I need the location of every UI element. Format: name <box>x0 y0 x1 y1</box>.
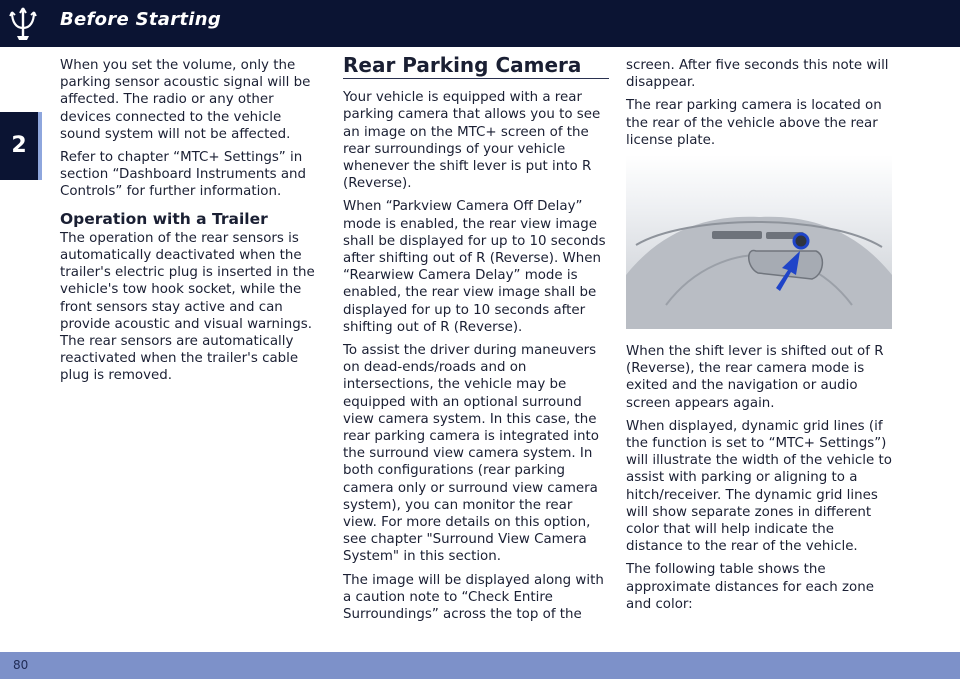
section-heading: Operation with a Trailer <box>60 209 268 228</box>
paragraph: When “Parkview Camera Off Delay” mode is enabled, the rear view image shall be displayed for up to 10 seconds after shifting out of R (Reverse). When “Rearwiew Camera Delay” mode is enabled, the rear view image shall be displayed for up to 10 seconds after shifting out of R (Reverse). <box>343 199 606 335</box>
column-3 <box>626 57 892 619</box>
section-title: Rear Parking Camera <box>343 57 609 79</box>
paragraph: Refer to chapter “MTC+ Settings” in section “Dashboard Instruments and Controls” for further information. <box>60 150 307 200</box>
page-header <box>0 0 960 47</box>
paragraph: When the shift lever is shifted out of R (Reverse), the rear camera mode is exited and the navigation or audio screen appears again. <box>626 344 884 411</box>
chapter-tab: 2 <box>0 112 42 180</box>
paragraph: When displayed, dynamic grid lines (if the function is set to “MTC+ Settings”) will illustrate the width of the vehicle to assist with parking or aligning to a hitch/receiver. The dynamic grid lines will show separate zones in different color that will help indicate the distance to the rear of the vehicle. <box>626 418 892 555</box>
paragraph: To assist the driver during maneuvers on dead-ends/roads and on intersections, the vehicle may be equipped with an optional surround view camera system. In this case, the rear parking camera is integrated into the surround view camera system. In both configurations (rear parking camera only or surround view camera system), you can monitor the rear view. For more details on this option, see chapter "Surround View Camera System" in this section. <box>343 343 599 565</box>
paragraph: The operation of the rear sensors is automatically deactivated when the trailer's electric plug is inserted in the vehicle's tow hook socket, while the front sensors stay active and can provide acoustic and visual warnings. The rear sensors are automatically reactivated when the trailer's cable plug is removed. <box>60 230 315 384</box>
column-1 <box>60 57 326 391</box>
column-2 <box>343 53 609 629</box>
paragraph: The rear parking camera is located on the rear of the vehicle above the rear license plate. <box>626 98 882 148</box>
page-footer <box>0 652 960 679</box>
page-number: 80 <box>13 658 29 672</box>
paragraph: The image will be displayed along with a caution note to “Check Entire Surroundings” across the top of the <box>343 572 604 623</box>
paragraph: The following table shows the approximate distances for each zone and color: <box>626 562 874 612</box>
paragraph: When you set the volume, only the parking sensor acoustic signal will be affected. The radio or any other devices connected to the vehicle sound system will not be affected. <box>60 58 311 142</box>
header-title: Before Starting <box>60 9 222 30</box>
trident-logo-icon <box>8 6 38 42</box>
rear-camera-photo <box>626 155 892 329</box>
paragraph: screen. After five seconds this note will disappear. <box>626 58 889 91</box>
paragraph: Your vehicle is equipped with a rear parking camera that allows you to see an image on the MTC+ screen of the rear surroundings of your vehicle whenever the shift lever is put into R (Reverse). <box>343 90 601 192</box>
